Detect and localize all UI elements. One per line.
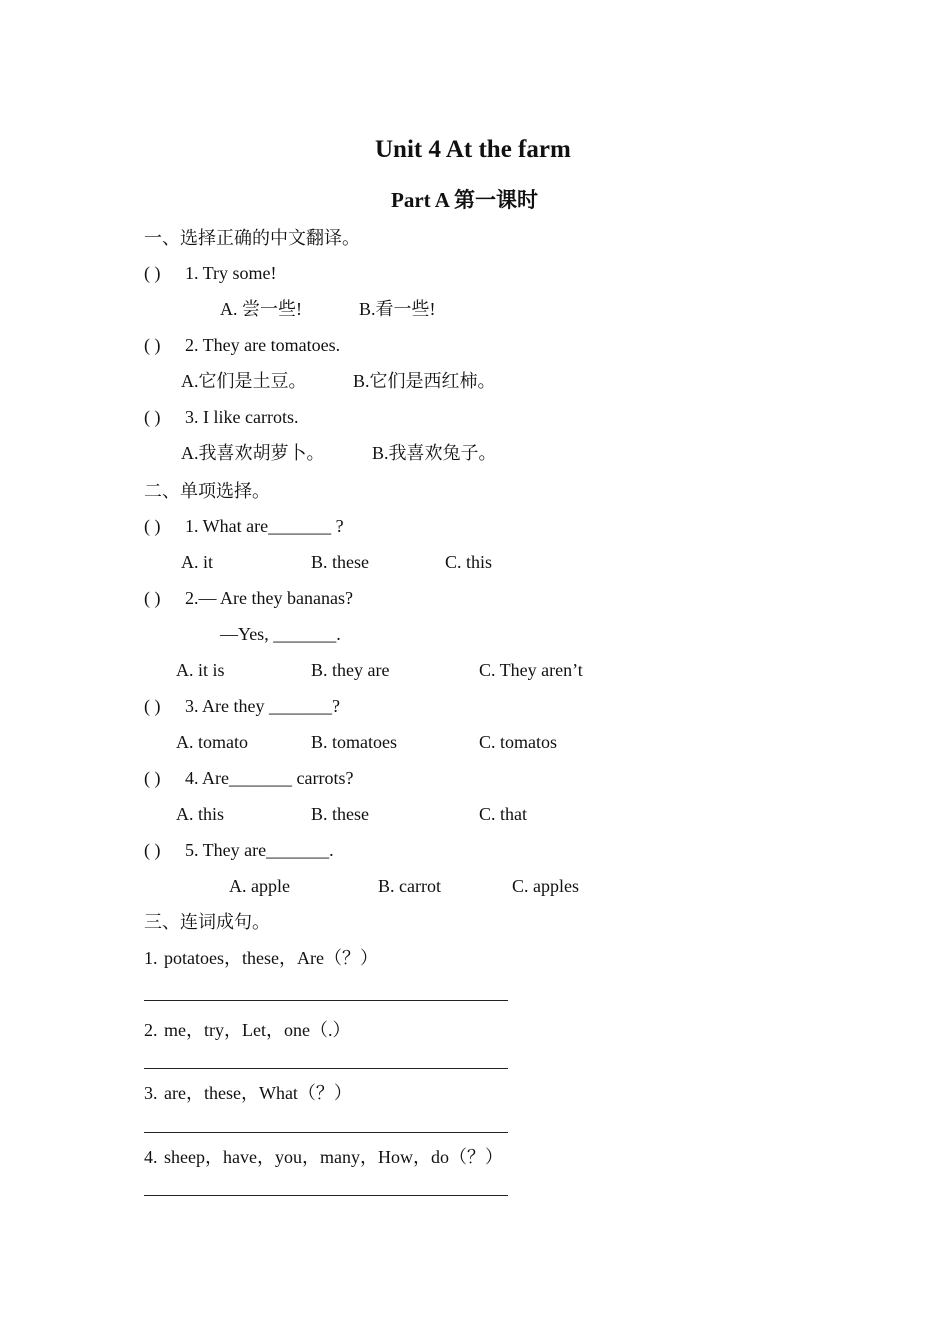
section2-q2-option-b: B. they are bbox=[311, 660, 390, 680]
section1-q3-option-b: B.我喜欢兔子。 bbox=[372, 443, 497, 463]
section2-q3-paren: ( ) bbox=[144, 696, 161, 716]
answer-line-3[interactable] bbox=[144, 1132, 508, 1133]
answer-line-1[interactable] bbox=[144, 1000, 508, 1001]
section1-q1-paren: ( ) bbox=[144, 263, 161, 283]
section2-q1-option-a: A. it bbox=[181, 552, 214, 572]
section2-q1-option-c: C. this bbox=[445, 552, 493, 572]
section1-q2-option-a: A.它们是土豆。 bbox=[181, 371, 307, 391]
section2-q4-paren: ( ) bbox=[144, 768, 161, 788]
page-subtitle: Part A 第一课时 bbox=[391, 188, 538, 212]
section2-q2-option-a: A. it is bbox=[176, 660, 225, 680]
section1-q1-option-b: B.看一些! bbox=[359, 299, 436, 319]
section2-q5-option-a: A. apple bbox=[229, 876, 290, 896]
section3-item-1: 1. potatoes，these，Are（？） bbox=[144, 948, 378, 968]
section2-q5-option-b: B. carrot bbox=[378, 876, 441, 896]
section3-heading: 三、连词成句。 bbox=[144, 912, 270, 932]
section1-heading: 一、选择正确的中文翻译。 bbox=[144, 228, 360, 248]
section1-q2-paren: ( ) bbox=[144, 335, 161, 355]
section2-heading: 二、单项选择。 bbox=[144, 481, 270, 501]
section3-item-2: 2. me，try，Let，one（.） bbox=[144, 1020, 351, 1040]
section1-q1-option-a: A. 尝一些! bbox=[220, 299, 302, 319]
section2-q3-option-a: A. tomato bbox=[176, 732, 248, 752]
section2-q4-text: 4. Are_______ carrots? bbox=[185, 768, 354, 788]
section3-item-3: 3. are，these，What（？） bbox=[144, 1083, 352, 1103]
section2-q3-text: 3. Are they _______? bbox=[185, 696, 340, 716]
section2-q2-reply: —Yes, _______. bbox=[220, 624, 341, 644]
section2-q5-paren: ( ) bbox=[144, 840, 161, 860]
section2-q1-option-b: B. these bbox=[311, 552, 369, 572]
section2-q4-option-b: B. these bbox=[311, 804, 369, 824]
section2-q4-option-c: C. that bbox=[479, 804, 527, 824]
section1-q3-text: 3. I like carrots. bbox=[185, 407, 299, 427]
section2-q3-option-c: C. tomatos bbox=[479, 732, 558, 752]
section1-q1-text: 1. Try some! bbox=[185, 263, 277, 283]
section2-q4-option-a: A. this bbox=[176, 804, 225, 824]
answer-line-2[interactable] bbox=[144, 1068, 508, 1069]
answer-line-4[interactable] bbox=[144, 1195, 508, 1196]
section1-q2-option-b: B.它们是西红柿。 bbox=[353, 371, 496, 391]
section2-q1-paren: ( ) bbox=[144, 516, 161, 536]
section1-q3-option-a: A.我喜欢胡萝卜。 bbox=[181, 443, 325, 463]
section2-q5-text: 5. They are_______. bbox=[185, 840, 334, 860]
page-title: Unit 4 At the farm bbox=[375, 136, 571, 163]
section2-q1-text: 1. What are_______ ? bbox=[185, 516, 344, 536]
section1-q3-paren: ( ) bbox=[144, 407, 161, 427]
section2-q3-option-b: B. tomatoes bbox=[311, 732, 397, 752]
section2-q2-paren: ( ) bbox=[144, 588, 161, 608]
section1-q2-text: 2. They are tomatoes. bbox=[185, 335, 341, 355]
section2-q5-option-c: C. apples bbox=[512, 876, 579, 896]
section2-q2-option-c: C. They aren’t bbox=[479, 660, 583, 680]
section2-q2-text: 2.— Are they bananas? bbox=[185, 588, 353, 608]
section3-item-4: 4. sheep，have，you，many，How，do（？） bbox=[144, 1147, 503, 1167]
